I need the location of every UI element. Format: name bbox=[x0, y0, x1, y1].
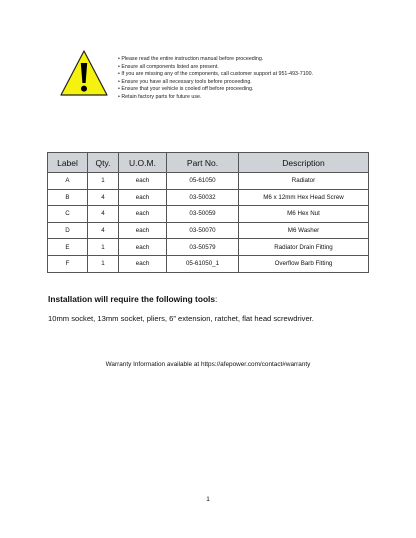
note-line: • If you are missing any of the components, call customer support at 951-493-7100. bbox=[118, 71, 314, 78]
table-cell: each bbox=[119, 222, 167, 239]
column-header: Part No. bbox=[167, 153, 239, 173]
table-cell: each bbox=[119, 255, 167, 272]
table-cell: M6 Hex Nut bbox=[239, 206, 369, 223]
table-cell: 1 bbox=[88, 173, 119, 190]
table-cell: 1 bbox=[88, 255, 119, 272]
column-header: U.O.M. bbox=[119, 153, 167, 173]
table-cell: E bbox=[48, 239, 88, 256]
table-cell: M6 Washer bbox=[239, 222, 369, 239]
column-header: Label bbox=[48, 153, 88, 173]
table-cell: A bbox=[48, 173, 88, 190]
instruction-notes bbox=[118, 56, 408, 102]
note-line: • Ensure you have all necessary tools before proceeding. bbox=[118, 78, 252, 85]
table-cell: M6 x 12mm Hex Head Screw bbox=[239, 189, 369, 206]
table-row bbox=[48, 206, 369, 223]
table-row bbox=[48, 239, 369, 256]
table-cell: each bbox=[119, 173, 167, 190]
table-cell: 4 bbox=[88, 222, 119, 239]
table-cell: 05-61050_1 bbox=[167, 255, 239, 272]
column-header: Qty. bbox=[88, 153, 119, 173]
table-cell: each bbox=[119, 189, 167, 206]
column-header: Description bbox=[239, 153, 369, 173]
table-row bbox=[48, 189, 369, 206]
table-cell: 03-50059 bbox=[167, 206, 239, 223]
tools-heading-text: Installation will require the following tools bbox=[48, 294, 216, 304]
table-cell: F bbox=[48, 255, 88, 272]
tools-heading bbox=[48, 294, 217, 304]
tools-heading-colon: : bbox=[215, 294, 218, 304]
table-cell: 4 bbox=[88, 206, 119, 223]
table-cell: each bbox=[119, 239, 167, 256]
warranty-info: Warranty Information available at https://afepower.com/contact#warranty bbox=[105, 361, 311, 368]
table-cell: B bbox=[48, 189, 88, 206]
table-cell: 03-50579 bbox=[167, 239, 239, 256]
table-cell: 1 bbox=[88, 239, 119, 256]
note-line: • Please read the entire instruction manual before proceeding. bbox=[118, 56, 264, 62]
warning-triangle-icon bbox=[58, 48, 110, 100]
table-cell: 03-50070 bbox=[167, 222, 239, 239]
note-line: • Retain factory parts for future use. bbox=[118, 93, 202, 100]
table-cell: Overflow Barb Fitting bbox=[239, 255, 369, 272]
table-header-row bbox=[48, 153, 369, 173]
table-cell: 05-61050 bbox=[167, 173, 239, 190]
tools-list: 10mm socket, 13mm socket, pliers, 6” extension, ratchet, flat head screwdriver. bbox=[48, 314, 314, 323]
table-row bbox=[48, 173, 369, 190]
table-cell: 4 bbox=[88, 189, 119, 206]
table-cell: C bbox=[48, 206, 88, 223]
note-line: • Ensure all components listed are present. bbox=[118, 63, 219, 70]
table-row bbox=[48, 222, 369, 239]
table-cell: D bbox=[48, 222, 88, 239]
table-cell: each bbox=[119, 206, 167, 223]
parts-table bbox=[47, 152, 369, 273]
page-number: 1 bbox=[206, 496, 210, 503]
table-cell: 03-50032 bbox=[167, 189, 239, 206]
table-cell: Radiator Drain Fitting bbox=[239, 239, 369, 256]
table-cell: Radiator bbox=[239, 173, 369, 190]
note-line: • Ensure that your vehicle is cooled off before proceeding. bbox=[118, 86, 254, 93]
table-row bbox=[48, 255, 369, 272]
